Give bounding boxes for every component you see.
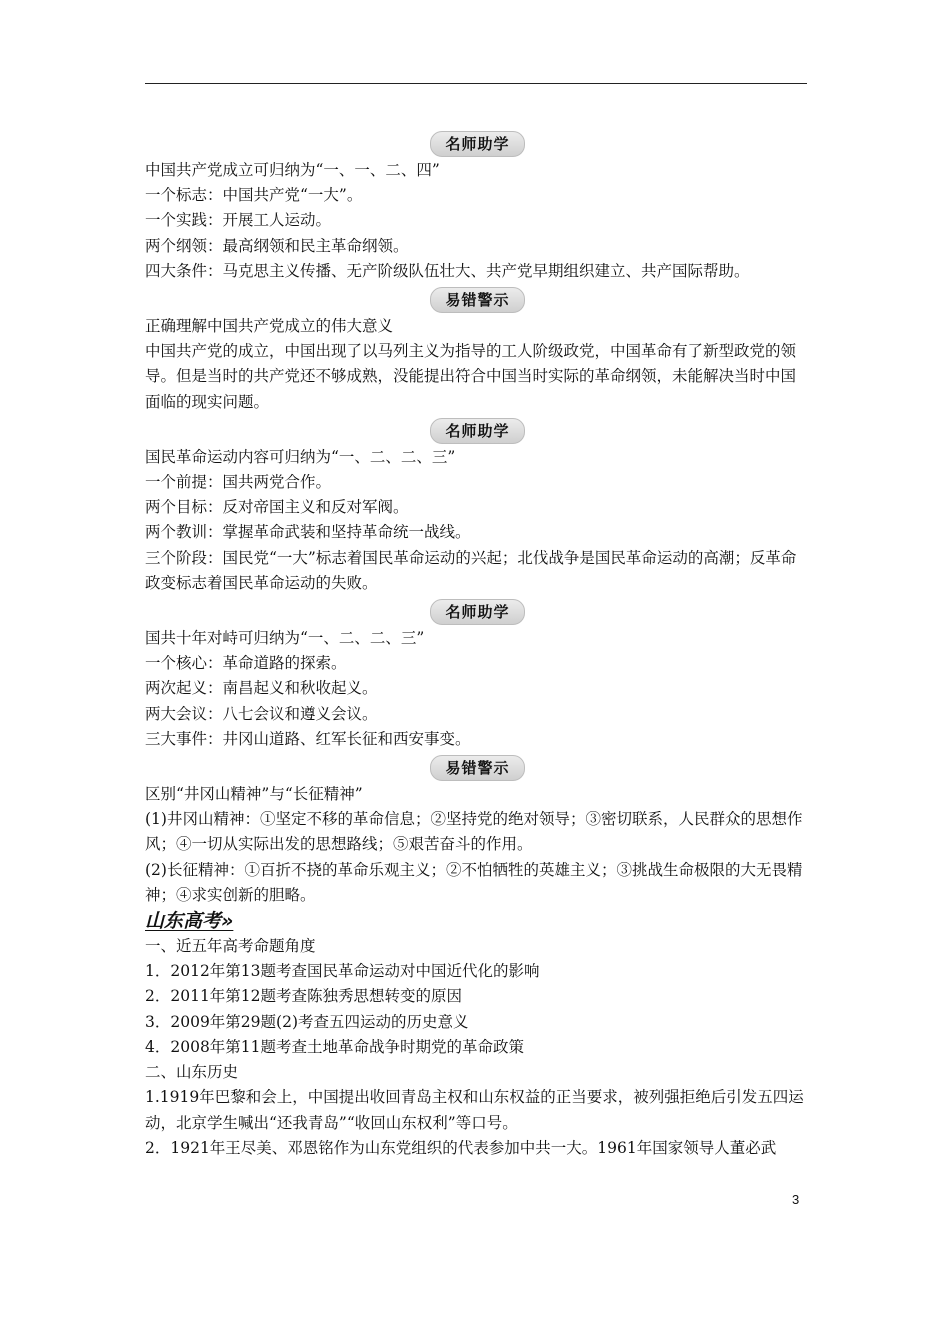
text-line: 一个前提：国共两党合作。 <box>145 473 332 492</box>
list-item: 4．2008年第11题考查土地革命战争时期党的革命政策 <box>145 1037 525 1056</box>
badge-row <box>145 128 810 158</box>
text-line: 中国共产党成立可归纳为“一、一、二、四” <box>145 161 440 179</box>
tip-badge: 名师助学 <box>430 599 524 625</box>
badge-row <box>145 415 810 445</box>
text-line: 两次起义：南昌起义和秋收起义。 <box>145 679 378 698</box>
text-line: 三大事件：井冈山道路、红军长征和西安事变。 <box>145 729 471 748</box>
tip-badge: 名师助学 <box>430 418 524 444</box>
text-line: 一个标志：中国共产党“一大”。 <box>145 186 363 205</box>
paragraph: (1)井冈山精神：①坚定不移的革命信息；②坚持党的绝对领导；③密切联系，人民群众的思想作风；④一切从实际出发的思想路线；⑤艰苦奋斗的作用。 <box>145 810 803 854</box>
header-rule <box>145 83 807 84</box>
text-line: 国共十年对峙可归纳为“一、二、二、三” <box>145 629 425 648</box>
subheading: 一、近五年高考命题角度 <box>145 937 316 956</box>
list-item: 1．2012年第13题考查国民革命运动对中国近代化的影响 <box>145 962 540 981</box>
text-line: 2．1921年王尽美、邓恩铭作为山东党组织的代表参加中共一大。1961年国家领导人董必武 <box>145 1138 777 1157</box>
badge-row <box>145 596 810 626</box>
tip-badge: 名师助学 <box>430 131 524 157</box>
text-line: 一个实践：开展工人运动。 <box>145 211 332 230</box>
section-heading: 山东高考» <box>145 910 234 933</box>
text-line: 国民革命运动内容可归纳为“一、二、二、三” <box>145 447 456 466</box>
badge-row <box>145 284 810 314</box>
list-item: 2．2011年第12题考查陈独秀思想转变的原因 <box>145 987 463 1006</box>
warning-badge: 易错警示 <box>430 287 524 313</box>
text-line: 四大条件：马克思主义传播、无产阶级队伍壮大、共产党早期组织建立、共产国际帮助。 <box>145 261 750 280</box>
paragraph: 1.1919年巴黎和会上，中国提出收回青岛主权和山东权益的正当要求，被列强拒绝后引发五四运动，北京学生喊出“还我青岛”“收回山东权利”等口号。 <box>145 1088 804 1132</box>
page-content <box>145 128 810 1161</box>
text-line: 正确理解中国共产党成立的伟大意义 <box>145 317 394 336</box>
badge-row <box>145 752 810 782</box>
page-number: 3 <box>792 1192 800 1207</box>
paragraph: (2)长征精神：①百折不挠的革命乐观主义；②不怕牺牲的英雄主义；③挑战生命极限的大无畏精神；④求实创新的胆略。 <box>145 860 803 904</box>
text-line: 两个纲领：最高纲领和民主革命纲领。 <box>145 236 409 255</box>
text-line: 两个目标：反对帝国主义和反对军阀。 <box>145 498 409 517</box>
paragraph: 三个阶段：国民党“一大”标志着国民革命运动的兴起；北伐战争是国民革命运动的高潮；反革命政变标志着国民革命运动的失败。 <box>145 548 797 592</box>
subheading: 二、山东历史 <box>145 1063 239 1082</box>
text-line: 两大会议：八七会议和遵义会议。 <box>145 704 378 723</box>
text-line: 两个教训：掌握革命武装和坚持革命统一战线。 <box>145 523 471 542</box>
list-item: 3．2009年第29题(2)考查五四运动的历史意义 <box>145 1012 469 1031</box>
text-line: 一个核心：革命道路的探索。 <box>145 654 347 673</box>
text-line: 区别“井冈山精神”与“长征精神” <box>145 785 363 804</box>
paragraph: 中国共产党的成立，中国出现了以马列主义为指导的工人阶级政党，中国革命有了新型政党的领导。但是当时的共产党还不够成熟，没能提出符合中国当时实际的革命纲领，未能解决当时中国面临的现实问题。 <box>145 342 797 411</box>
warning-badge: 易错警示 <box>430 755 524 781</box>
